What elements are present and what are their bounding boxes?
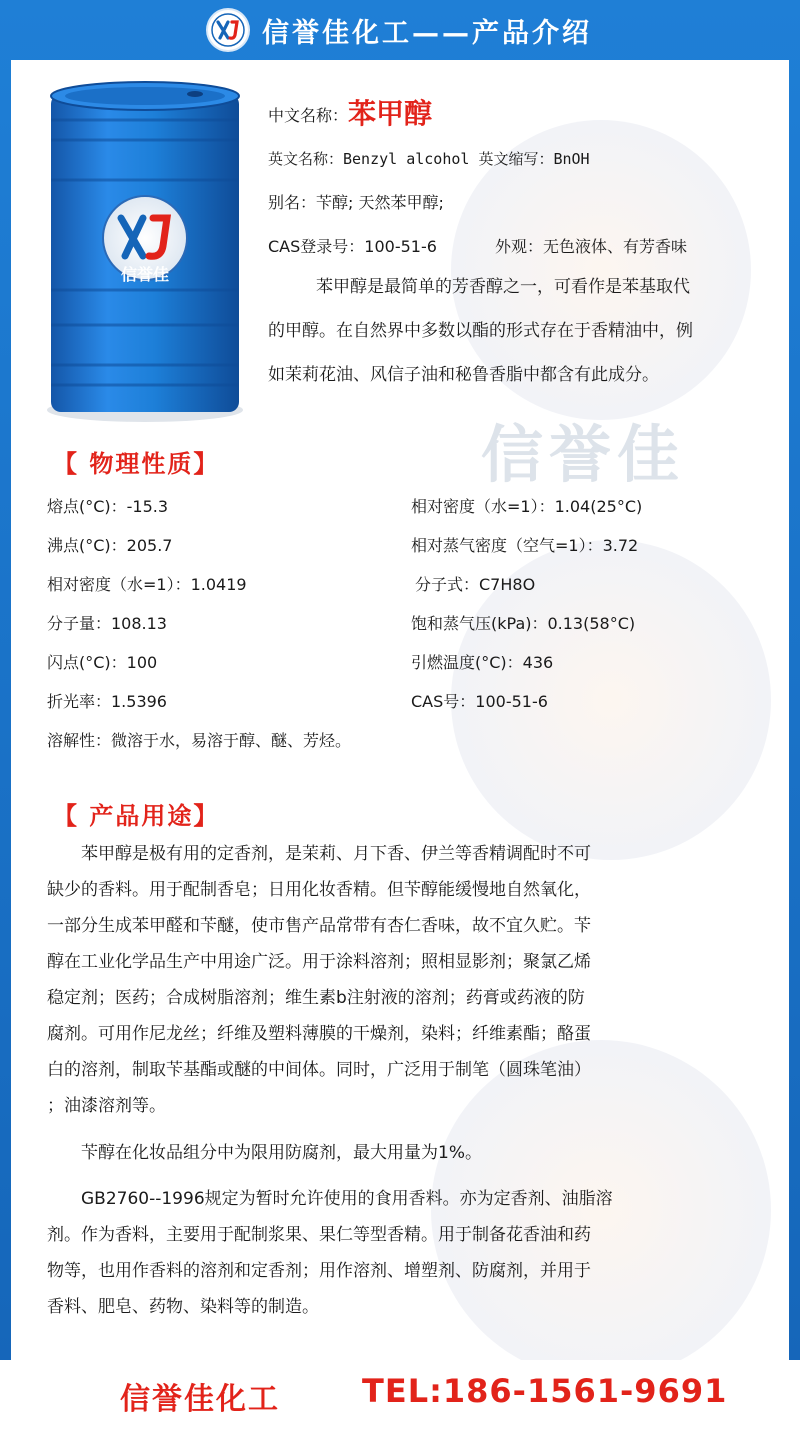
- uses-line-1: 苯甲醇是极有用的定香剂，是茉莉、月下香、伊兰等香精调配时不可: [47, 844, 591, 864]
- uses-line-9: 苄醇在化妆品组分中为限用防腐剂，最大用量为1%。: [47, 1143, 482, 1163]
- uses-line-7: 白的溶剂，制取苄基酯或醚的中间体。同时，广泛用于制笔（圆珠笔油）: [47, 1060, 591, 1080]
- uses-line-11: 剂。作为香料，主要用于配制浆果、果仁等型香精。用于制备花香油和药: [47, 1225, 591, 1245]
- uses-line-12: 物等，也用作香料的溶剂和定香剂；用作溶剂、增塑剂、防腐剂，并用于: [47, 1261, 591, 1281]
- alias-row: 别名：苄醇; 天然苯甲醇;: [268, 193, 444, 212]
- phys-left-6: 折光率：1.5396: [47, 692, 167, 711]
- uses-line-6: 腐剂。可用作尼龙丝；纤维及塑料薄膜的干燥剂，染料；纤维素酯；酪蛋: [47, 1024, 591, 1044]
- cas-row: CAS登录号：100-51-6: [268, 237, 437, 256]
- intro-line-3: 如茉莉花油、风信子油和秘鲁香脂中都含有此成分。: [268, 365, 659, 385]
- company-logo-icon: [208, 10, 248, 50]
- cn-name-label: 中文名称：: [268, 106, 349, 125]
- cn-name-row: [268, 92, 432, 132]
- physical-section-title: 【 物理性质】: [53, 450, 220, 478]
- phys-right-6: CAS号：100-51-6: [411, 692, 548, 711]
- phys-right-1: 相对密度（水=1）：1.04(25°C): [411, 497, 643, 516]
- uses-line-5: 稳定剂；医药；合成树脂溶剂；维生素b注射液的溶剂；药膏或药液的防: [47, 988, 585, 1008]
- footer-phone[interactable]: TEL:186-1561-9691: [362, 1372, 728, 1410]
- uses-line-4: 醇在工业化学品生产中用途广泛。用于涂料溶剂；照相显影剂；聚氯乙烯: [47, 952, 591, 972]
- content-panel: [11, 60, 789, 1360]
- uses-line-3: 一部分生成苯甲醛和苄醚，使市售产品常带有杏仁香味，故不宜久贮。苄: [47, 916, 591, 936]
- uses-line-13: 香料、肥皂、药物、染料等的制造。: [47, 1297, 319, 1317]
- intro-line-2: 的甲醇。在自然界中多数以酯的形式存在于香精油中，例: [268, 321, 693, 341]
- footer-brand: 信誉佳化工: [120, 1382, 280, 1417]
- phys-left-3: 相对密度（水=1）：1.0419: [47, 575, 247, 594]
- uses-line-8: ；油漆溶剂等。: [47, 1096, 166, 1116]
- phys-left-4: 分子量：108.13: [47, 614, 167, 633]
- phys-right-4: 饱和蒸气压(kPa)：0.13(58°C): [411, 614, 636, 633]
- product-drum-image: [45, 80, 245, 425]
- header-bar: [0, 0, 800, 60]
- drum-logo-text: 信誉佳: [120, 265, 170, 284]
- solubility-row: 溶解性：微溶于水，易溶于醇、醚、芳烃。: [47, 731, 352, 750]
- intro-line-1: 苯甲醇是最简单的芳香醇之一，可看作是苯基取代: [316, 277, 690, 297]
- en-name-row: 英文名称：Benzyl alcohol 英文缩写：BnOH: [268, 150, 590, 168]
- phys-right-3: 分子式：C7H8O: [415, 575, 536, 594]
- uses-section-title: 【 产品用途】: [53, 802, 220, 830]
- phys-left-2: 沸点(°C)：205.7: [47, 536, 173, 555]
- page-title: 信誉佳化工——产品介绍: [262, 17, 592, 49]
- phys-left-1: 熔点(°C)：-15.3: [47, 497, 169, 516]
- appearance-row: 外观：无色液体、有芳香味: [495, 237, 688, 256]
- phys-left-5: 闪点(°C)：100: [47, 653, 158, 672]
- watermark-text: 信誉佳: [481, 418, 686, 491]
- phys-right-5: 引燃温度(°C)：436: [411, 653, 554, 672]
- uses-line-2: 缺少的香料。用于配制香皂；日用化妆香精。但苄醇能缓慢地自然氧化，: [47, 880, 591, 900]
- footer-bar: [0, 1360, 800, 1432]
- phys-right-2: 相对蒸气密度（空气=1）：3.72: [411, 536, 639, 555]
- uses-line-10: GB2760--1996规定为暂时允许使用的食用香料。亦为定香剂、油脂溶: [47, 1189, 613, 1209]
- cn-name-value: 苯甲醇: [348, 97, 433, 130]
